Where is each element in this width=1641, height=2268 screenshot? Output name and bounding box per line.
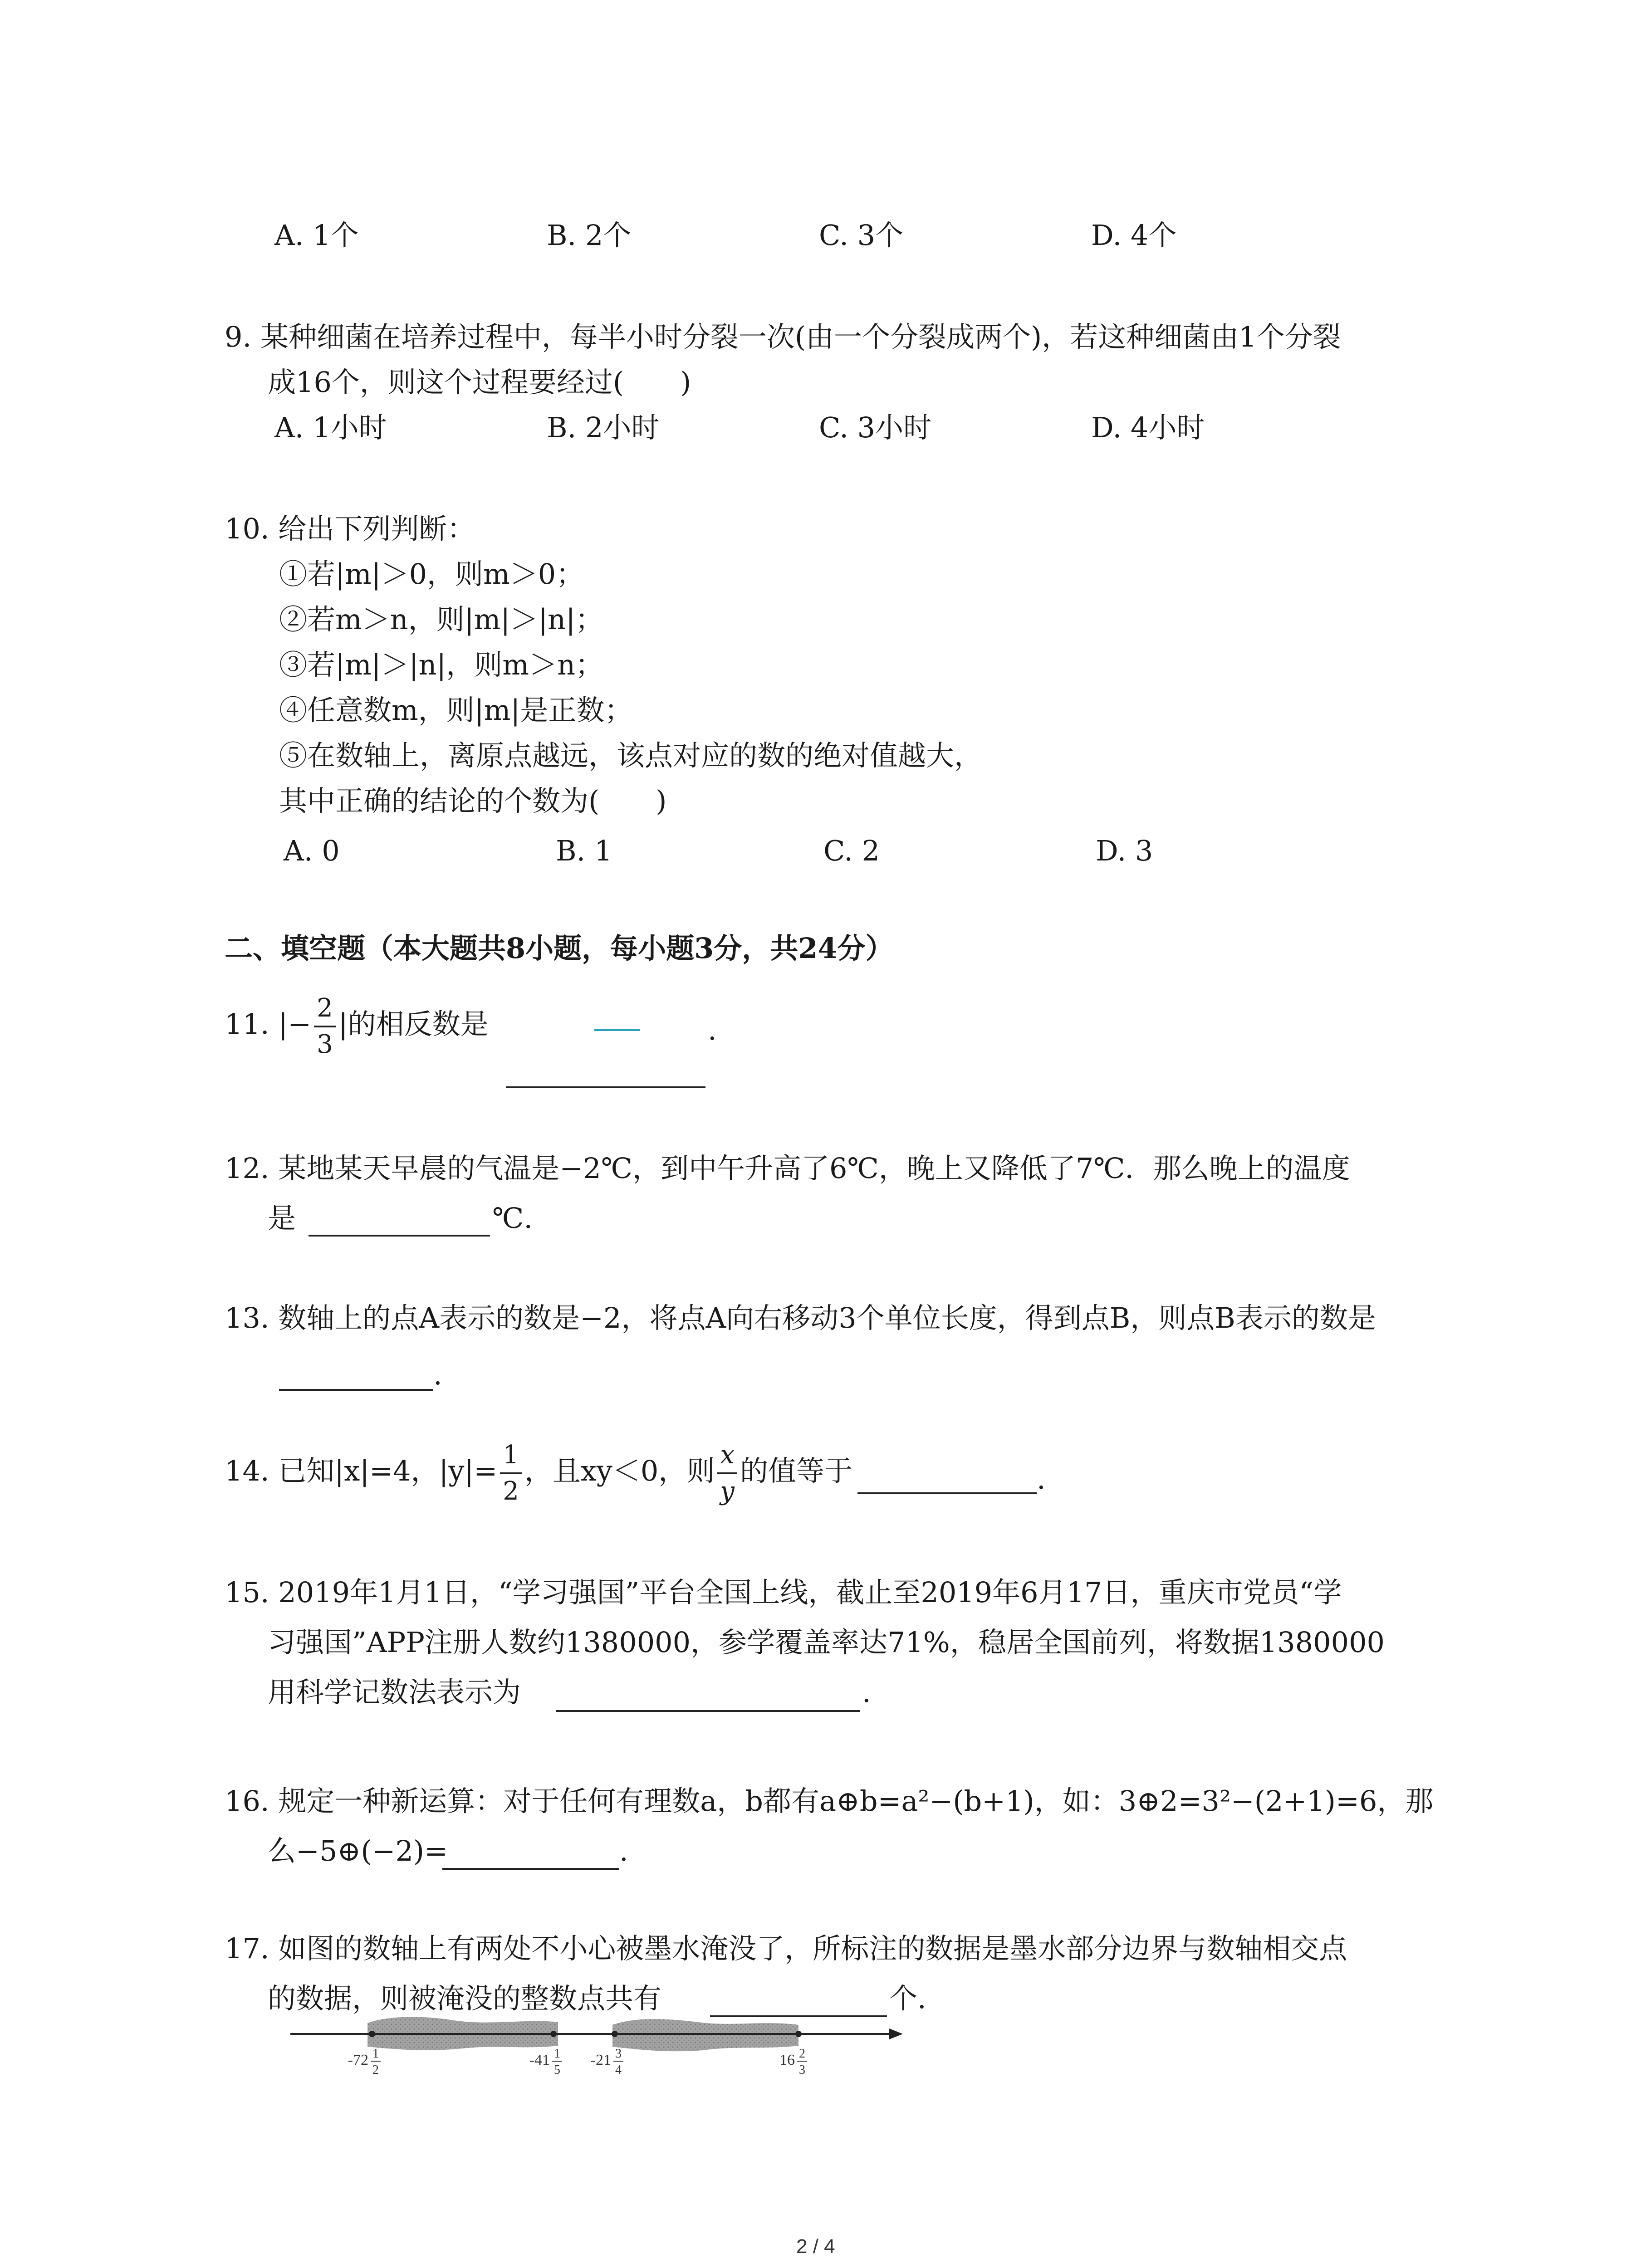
q10-item-2: ②若m＞n，则|m|＞|n|；	[279, 603, 603, 636]
number-line-label-whole: -72	[348, 2052, 368, 2068]
q9-option-c: C. 3小时	[819, 411, 932, 444]
q11-cyan-mark	[594, 1029, 640, 1031]
number-line-point	[612, 2031, 618, 2037]
q11-end: .	[708, 1013, 717, 1046]
q12-line-1: 12. 某地某天早晨的气温是−2℃，到中午升高了6℃，晚上又降低了7℃．那么晚上的温度	[225, 1152, 1350, 1185]
q10-option-d: D. 3	[1096, 834, 1153, 867]
number-line-label-denominator: 2	[372, 2063, 379, 2077]
ink-blot-right	[612, 2019, 798, 2051]
q10-question: 其中正确的结论的个数为( )	[279, 784, 667, 817]
q13-end: .	[433, 1358, 442, 1391]
q8-option-d: D. 4个	[1091, 219, 1177, 252]
number-line-label-numerator: 3	[615, 2047, 622, 2061]
number-line-point	[550, 2031, 557, 2037]
page-number: 2 / 4	[796, 2235, 835, 2258]
q14-fraction-xy: $\frac{x}{y}$	[717, 1442, 737, 1504]
q15-end: .	[862, 1676, 871, 1709]
q8-option-a: A. 1个	[274, 219, 359, 252]
q12-prefix: 是	[268, 1202, 296, 1235]
q16-end: .	[619, 1834, 628, 1867]
q10-item-1: ①若|m|＞0，则m＞0；	[279, 557, 584, 591]
q17-line-2: 的数据，则被淹没的整数点共有	[268, 1982, 662, 2015]
q11-fraction: $\frac{2}{3}$	[314, 996, 336, 1057]
q9-option-b: B. 2小时	[547, 411, 660, 444]
number-line-label-whole: -41	[529, 2052, 550, 2068]
q10-option-c: C. 2	[823, 834, 880, 867]
q12-suffix: ℃.	[492, 1202, 533, 1235]
q10-option-b: B. 1	[556, 834, 612, 867]
q11-line	[225, 993, 489, 1059]
q11-suffix: |的相反数是	[338, 1007, 489, 1041]
q13-answer-blank[interactable]	[279, 1389, 433, 1391]
number-line-point	[369, 2031, 375, 2037]
number-line-label-whole: -21	[590, 2052, 611, 2068]
q11-answer-blank[interactable]	[506, 1086, 705, 1088]
number-line-label-numerator: 1	[554, 2047, 560, 2061]
number-line-label-denominator: 3	[799, 2063, 805, 2077]
q16-line-1: 16. 规定一种新运算：对于任何有理数a，b都有a⊕b=a²−(b+1)，如：3⊕2=3²−(2+1)=6，那	[225, 1784, 1434, 1818]
q15-answer-blank[interactable]	[556, 1710, 860, 1712]
q15-line-3: 用科学记数法表示为	[268, 1676, 521, 1709]
q9-line-1: 9. 某种细菌在培养过程中，每半小时分裂一次(由一个分裂成两个)，若这种细菌由1个分裂	[225, 320, 1341, 353]
number-line-label-denominator: 4	[615, 2063, 622, 2077]
q10-option-a: A. 0	[284, 834, 340, 867]
q9-option-d: D. 4小时	[1091, 411, 1205, 444]
number-line-label-numerator: 1	[372, 2047, 379, 2061]
q9-line-2: 成16个，则这个过程要经过( )	[268, 366, 691, 399]
q15-line-2: 习强国”APP注册人数约1380000，参学覆盖率达71%，稳居全国前列，将数据1380000	[268, 1626, 1385, 1659]
q8-option-b: B. 2个	[547, 219, 632, 252]
q15-line-1: 15. 2019年1月1日，“学习强国”平台全国上线，截止至2019年6月17日，重庆市党员“学	[225, 1576, 1342, 1609]
number-line-label-denominator: 5	[554, 2063, 560, 2077]
number-line-figure	[281, 2014, 907, 2105]
number-line-label-numerator: 2	[799, 2047, 805, 2061]
q14-middle: ，且xy＜0，则	[524, 1454, 715, 1488]
q14-line	[225, 1442, 852, 1504]
q17-line-1: 17. 如图的数轴上有两处不小心被墨水淹没了，所标注的数据是墨水部分边界与数轴相交点	[225, 1932, 1347, 1965]
q10-item-5: ⑤在数轴上，离原点越远，该点对应的数的绝对值越大，	[279, 739, 983, 772]
q16-answer-blank[interactable]	[442, 1868, 619, 1870]
q14-prefix: 14. 已知|x|=4，|y|=	[225, 1454, 498, 1488]
q10-item-3: ③若|m|＞|n|，则m＞n；	[279, 648, 603, 681]
number-line-label-whole: 16	[779, 2052, 795, 2068]
q14-end: .	[1037, 1462, 1046, 1496]
q11-prefix: 11. |−	[225, 1007, 312, 1041]
q17-end: 个.	[889, 1982, 926, 2015]
q14-answer-blank[interactable]	[857, 1492, 1037, 1494]
section-2-title: 二、填空题（本大题共8小题，每小题3分，共24分）	[225, 932, 894, 965]
q14-suffix: 的值等于	[740, 1454, 852, 1488]
q13-line-1: 13. 数轴上的点A表示的数是−2，将点A向右移动3个单位长度，得到点B，则点B表示的数是	[225, 1301, 1376, 1334]
q10-title: 10. 给出下列判断：	[225, 512, 475, 545]
number-line-point	[795, 2031, 802, 2037]
q9-option-a: A. 1小时	[274, 411, 387, 444]
number-line-arrow	[889, 2028, 903, 2039]
q10-item-4: ④任意数m，则|m|是正数；	[279, 694, 633, 727]
q12-answer-blank[interactable]	[309, 1235, 490, 1237]
q14-fraction-half: $\frac{1}{2}$	[500, 1442, 522, 1504]
q8-option-c: C. 3个	[819, 219, 904, 252]
q16-line-2: 么−5⊕(−2)=	[268, 1834, 448, 1867]
